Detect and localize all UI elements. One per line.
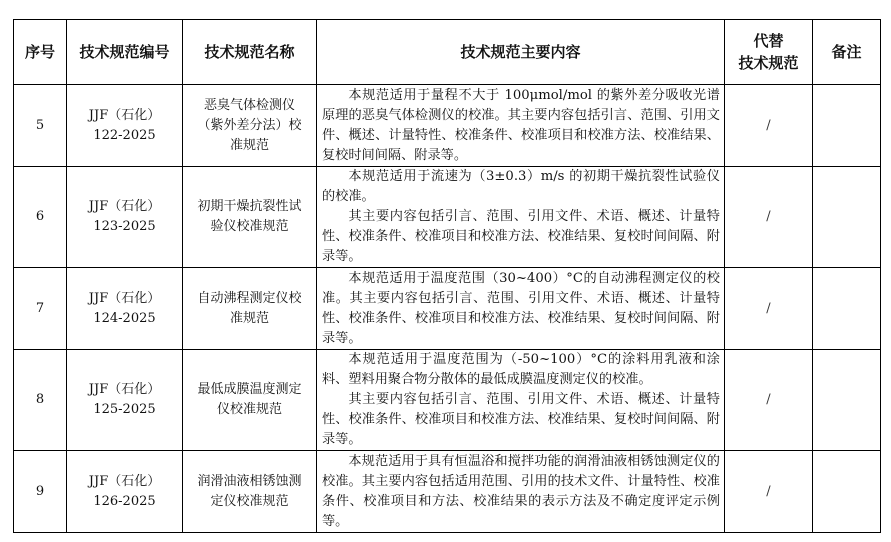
row-name: 最低成膜温度测定仪校准规范	[183, 350, 317, 451]
row-code-line1: JJF（石化）	[88, 199, 161, 214]
row-code-line1: JJF（石化）	[88, 473, 161, 489]
table-row	[14, 268, 881, 350]
header-remark: 备注	[813, 20, 881, 85]
row-content-paragraph: 本规范适用于流速为（3±0.3）m/s 的初期干燥抗裂性试验仪的校准。	[322, 169, 720, 204]
row-name: 自动沸程测定仪校准规范	[183, 268, 317, 350]
row-code	[67, 167, 183, 268]
header-replace-line2: 技术规范	[738, 54, 799, 72]
row-replace: /	[725, 268, 813, 350]
row-code-line1: JJF（石化）	[88, 290, 161, 306]
row-content	[317, 167, 725, 268]
row-content-paragraph: 其主要内容包括引言、范围、引用文件、术语、概述、计量特性、校准条件、校准项目和校准方法、校准结果、复校时间间隔、附录等。	[322, 209, 720, 264]
row-name: 初期干燥抗裂性试验仪校准规范	[183, 167, 317, 268]
row-replace: /	[725, 85, 813, 167]
row-remark	[813, 451, 881, 533]
row-code	[67, 268, 183, 350]
row-content-paragraph: 其主要内容包括引言、范围、引用文件、术语、概述、计量特性、校准条件、校准项目和校准方法、校准结果、复校时间间隔、附录等。	[322, 392, 720, 447]
row-remark	[813, 268, 881, 350]
row-replace: /	[725, 350, 813, 451]
row-content	[317, 451, 725, 533]
spec-table-container	[13, 19, 880, 533]
header-replace-line1: 代替	[753, 32, 784, 50]
row-seq: 6	[14, 167, 67, 268]
row-code-line2: 124-2025	[93, 310, 156, 326]
table-row	[14, 85, 881, 167]
row-content	[317, 85, 725, 167]
row-code	[67, 85, 183, 167]
row-seq: 7	[14, 268, 67, 350]
row-remark	[813, 350, 881, 451]
row-content	[317, 268, 725, 350]
row-replace: /	[725, 451, 813, 533]
row-code-line2: 122-2025	[93, 127, 156, 143]
row-content	[317, 350, 725, 451]
row-seq: 5	[14, 85, 67, 167]
row-remark	[813, 85, 881, 167]
header-name: 技术规范名称	[183, 20, 317, 85]
row-content-paragraph: 本规范适用于温度范围（30~400）°C的自动沸程测定仪的校准。其主要内容包括引言、范围、引用文件、术语、概述、计量特性、校准条件、校准项目和校准方法、校准结果、复校时间间隔、附录等。	[322, 270, 720, 346]
row-name: 恶臭气体检测仪（紫外差分法）校准规范	[183, 85, 317, 167]
row-code-line1: JJF（石化）	[88, 107, 161, 123]
header-content: 技术规范主要内容	[317, 20, 725, 85]
row-remark	[813, 167, 881, 268]
row-replace: /	[725, 167, 813, 268]
header-seq: 序号	[14, 20, 67, 85]
row-content-paragraph: 本规范适用于具有恒温浴和搅拌功能的润滑油液相锈蚀测定仪的校准。其主要内容包括适用范围、引用的技术文件、计量特性、校准条件、校准项目和方法、校准结果的表示方法及不确定度评定示例等。	[322, 453, 720, 529]
row-seq: 9	[14, 451, 67, 533]
table-row	[14, 167, 881, 268]
row-content-paragraph: 本规范适用于温度范围为（-50~100）°C的涂料用乳液和涂料、塑料用聚合物分散体的最低成膜温度测定仪的校准。	[322, 352, 720, 387]
header-code: 技术规范编号	[67, 20, 183, 85]
row-code	[67, 451, 183, 533]
table-row	[14, 350, 881, 451]
row-name: 润滑油液相锈蚀测定仪校准规范	[183, 451, 317, 533]
row-code-line1: JJF（石化）	[88, 382, 161, 397]
row-code	[67, 350, 183, 451]
table-header-row	[14, 20, 881, 85]
table-row	[14, 451, 881, 533]
row-code-line2: 126-2025	[93, 493, 156, 509]
header-replace	[725, 20, 813, 85]
row-code-line2: 123-2025	[93, 219, 156, 234]
row-code-line2: 125-2025	[93, 402, 156, 417]
spec-table	[13, 19, 881, 533]
row-content-paragraph: 本规范适用于量程不大于 100μmol/mol 的紫外差分吸收光谱原理的恶臭气体检测仪的校准。其主要内容包括引言、范围、引用文件、概述、计量特性、校准条件、校准项目和校准方法、校准结果、复校时间间隔、附录等。	[322, 87, 720, 163]
row-seq: 8	[14, 350, 67, 451]
